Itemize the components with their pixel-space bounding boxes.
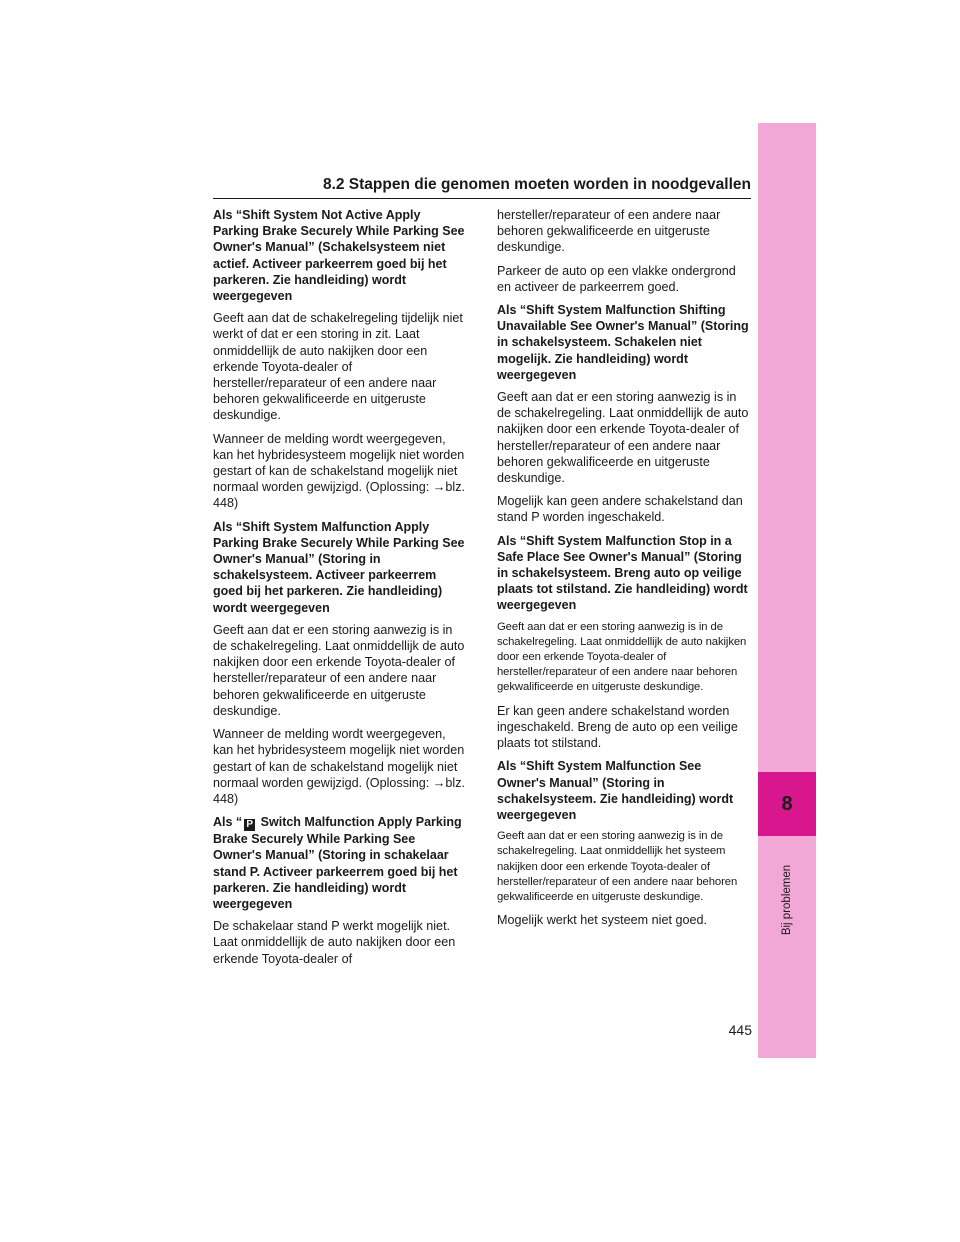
heading-rest: Switch Malfunction Apply Parking Brake Securely While Parking See Owner's Manual” (Storing in schakelaar stand P. Activeer parkeerrem goed bij het parkeren. Zie handleiding) wordt weergegeven bbox=[213, 815, 462, 911]
paragraph: Mogelijk werkt het systeem niet goed. bbox=[497, 913, 707, 928]
section-title: 8.2 Stappen die genomen moeten worden in noodgevallen bbox=[322, 176, 751, 193]
chapter-label: Bij problemen bbox=[781, 864, 793, 936]
heading-shift-not-active: Als “Shift System Not Active Apply Parking Brake Securely While Parking See Owner's Manual” (Schakelsysteem niet actief. Activeer parkeerrem goed bij het parkeren. Zie handleiding) wordt weergegeven bbox=[213, 208, 465, 304]
right-column bbox=[497, 207, 751, 935]
p-switch-icon bbox=[244, 819, 255, 831]
heading-shift-malfunction-parking: Als “Shift System Malfunction Apply Parking Brake Securely While Parking See Owner's Manual” (Storing in schakelsysteem. Activeer parkeerrem goed bij het parkeren. Zie handleiding) wordt weergegeven bbox=[213, 519, 465, 615]
paragraph: Er kan geen andere schakelstand worden ingeschakeld. Breng de auto op een veilige plaats tot stilstand. bbox=[497, 703, 738, 751]
paragraph: Parkeer de auto op een vlakke ondergrond en activeer de parkeerrem goed. bbox=[497, 263, 736, 294]
paragraph: hersteller/reparateur of een andere naar behoren gekwalificeerde en uitgeruste deskundige. bbox=[497, 208, 721, 255]
paragraph: Wanneer de melding wordt weergegeven, kan het hybridesysteem mogelijk niet worden gestart of kan de schakelstand mogelijk niet normaal worden gewijzigd. (Oplossing: →blz. 448) bbox=[213, 431, 465, 511]
p-switch-icon-letter: P bbox=[246, 819, 254, 831]
heading-shifting-unavailable: Als “Shift System Malfunction Shifting Unavailable See Owner's Manual” (Storing in schakelsysteem. Schakelen niet mogelijk. Zie handleiding) wordt weergegeven bbox=[497, 303, 749, 382]
paragraph: Geeft aan dat er een storing aanwezig is in de schakelregeling. Laat onmiddellijk de auto nakijken door een erkende Toyota-dealer of hersteller/reparateur of een andere naar behoren gekwalificeerde en uitgeruste deskundige. bbox=[213, 622, 465, 718]
heading-stop-safe-place: Als “Shift System Malfunction Stop in a Safe Place See Owner's Manual” (Storing in schakelsysteem. Breng auto op veilige plaats tot stilstand. Zie handleiding) wordt weergegeven bbox=[497, 533, 748, 613]
heading-p-switch-malfunction bbox=[213, 814, 467, 912]
paragraph: Geeft aan dat er een storing aanwezig is in de schakelregeling. Laat onmiddellijk de auto nakijken door een erkende Toyota-dealer of hersteller/reparateur of een andere naar behoren gekwalificeerde en uitgeruste deskundige. bbox=[497, 390, 749, 486]
paragraph: Geeft aan dat er een storing aanwezig is in de schakelregeling. Laat onmiddellijk de auto nakijken door een erkende Toyota-dealer of hersteller/reparateur of een andere naar behoren gekwalificeerde en uitgeruste deskundige. bbox=[497, 620, 747, 694]
paragraph: Mogelijk kan geen andere schakelstand dan stand P worden ingeschakeld. bbox=[497, 494, 743, 525]
paragraph: Geeft aan dat er een storing aanwezig is in de schakelregeling. Laat onmiddellijk het systeem nakijken door een erkende Toyota-dealer of hersteller/reparateur of een andere naar behoren gekwalificeerde en uitgeruste deskundige. bbox=[497, 830, 738, 903]
heading-prefix: Als “ bbox=[213, 815, 243, 830]
page-number: 445 bbox=[728, 1022, 752, 1038]
heading-shift-malfunction-see-manual: Als “Shift System Malfunction See Owner's Manual” (Storing in schakelsysteem. Zie handleiding) wordt weergegeven bbox=[497, 759, 734, 822]
paragraph: Geeft aan dat de schakelregeling tijdelijk niet werkt of dat er een storing in zit. Laat onmiddellijk de auto nakijken door een erkende Toyota-dealer of hersteller/reparateur of een andere naar behoren gekwalificeerde en uitgeruste deskundige. bbox=[213, 311, 463, 423]
chapter-number: 8 bbox=[781, 792, 793, 815]
page-header bbox=[213, 176, 751, 199]
paragraph: Wanneer de melding wordt weergegeven, kan het hybridesysteem mogelijk niet worden gestart of kan de schakelstand mogelijk niet normaal worden gewijzigd. (Oplossing: →blz. 448) bbox=[213, 727, 465, 806]
paragraph: De schakelaar stand P werkt mogelijk niet. Laat onmiddellijk de auto nakijken door een erkende Toyota-dealer of bbox=[213, 919, 456, 966]
chapter-number-box bbox=[758, 772, 816, 836]
left-column bbox=[213, 207, 467, 974]
